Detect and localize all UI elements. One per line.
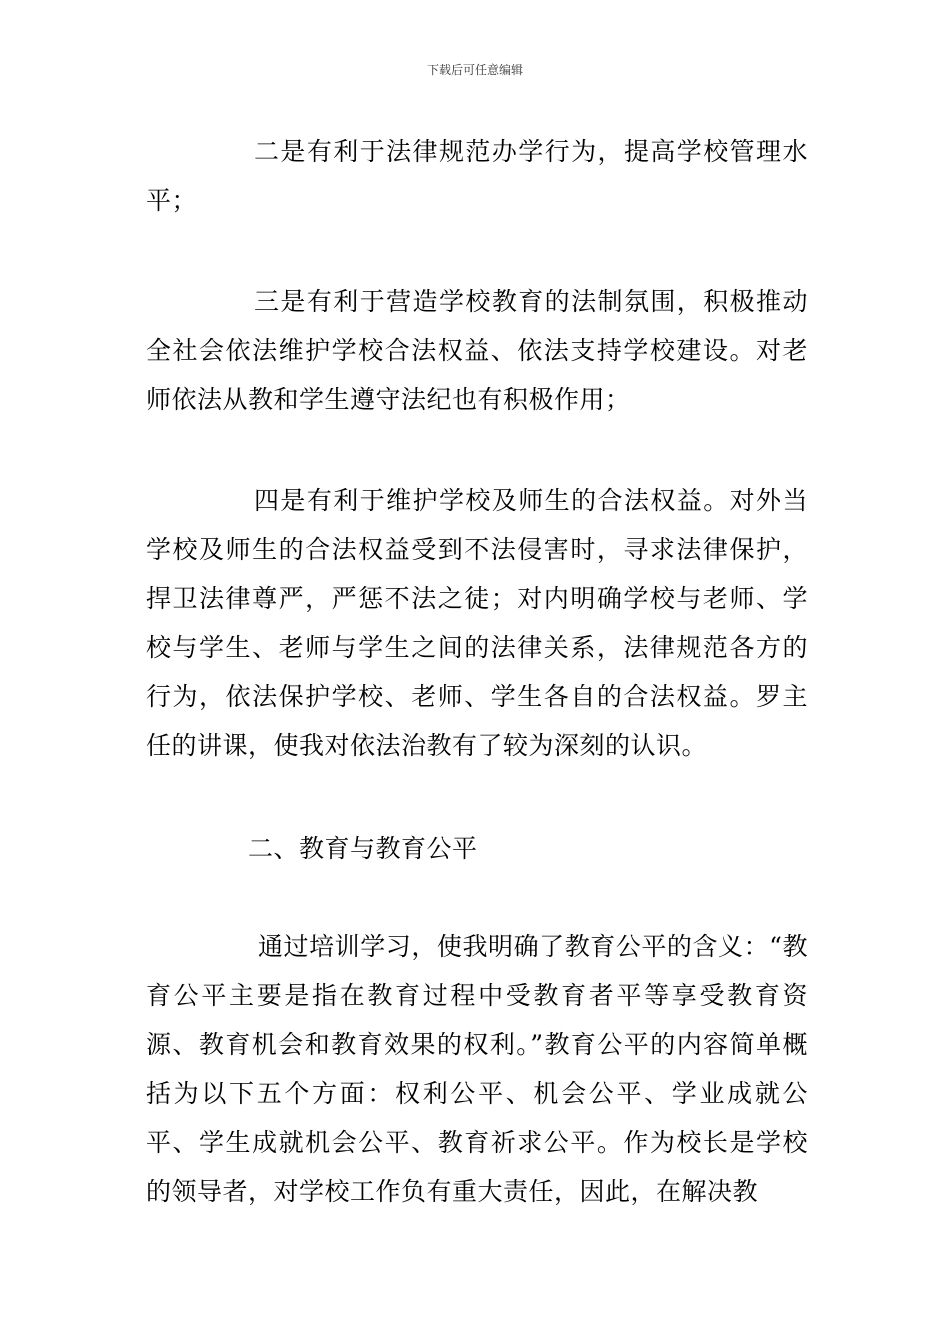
paragraph-education-fairness: 通过培训学习，使我明确了教育公平的含义：“教育公平主要是指在教育过程中受教育者平等享受教育资源、教育机会和教育效果的权利。”教育公平的内容简单概括为以下五个方面：权利公平、机会公平、学业成就公平、学生成就机会公平、教育祈求公平。作为校长是学校的领导者，对学校工作负有重大责任，因此，在解决教 <box>146 932 808 1206</box>
paragraph-third-benefit: 三是有利于营造学校教育的法制氛围，积极推动全社会依法维护学校合法权益、依法支持学校建设。对老师依法从教和学生遵守法纪也有积极作用； <box>146 287 808 414</box>
paragraph-second-benefit: 二是有利于法律规范办学行为，提高学校管理水平； <box>146 137 808 215</box>
paragraph-fourth-benefit: 四是有利于维护学校及师生的合法权益。对外当学校及师生的合法权益受到不法侵害时，寻求法律保护，捍卫法律尊严，严惩不法之徒；对内明确学校与老师、学校与学生、老师与学生之间的法律关系，法律规范各方的行为，依法保护学校、老师、学生各自的合法权益。罗主任的讲课，使我对依法治教有了较为深刻的认识。 <box>146 486 808 760</box>
page-header: 下载后可任意编辑 <box>426 63 523 77</box>
section-heading: 二、教育与教育公平 <box>248 834 478 863</box>
